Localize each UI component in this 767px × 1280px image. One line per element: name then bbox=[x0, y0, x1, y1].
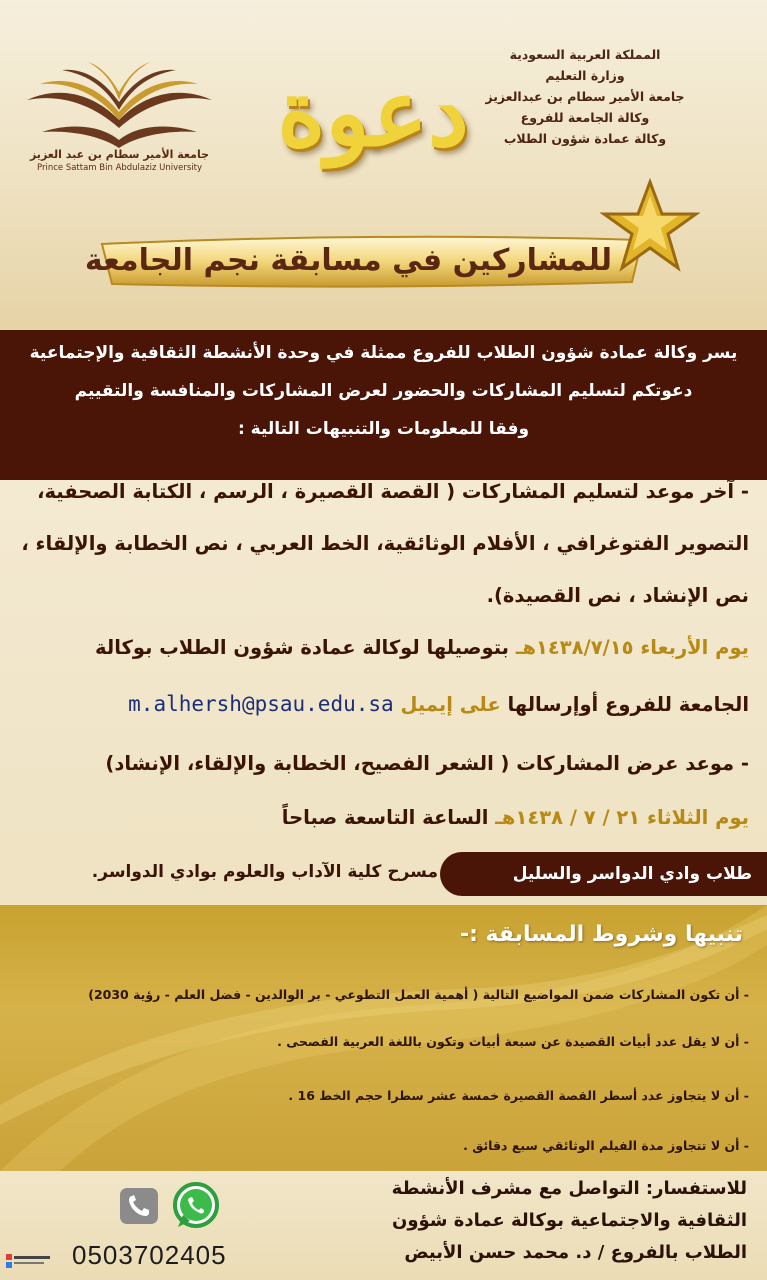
show-date-line bbox=[282, 806, 749, 829]
organization-header bbox=[455, 44, 715, 149]
email-label: على إيميل bbox=[400, 693, 501, 716]
conditions-title: تنبيها وشروط المسابقة :- bbox=[459, 922, 743, 947]
org-line: جامعة الأمير سطام بن عبدالعزيز bbox=[485, 89, 685, 104]
intro-line: يسر وكالة عمادة شؤون الطلاب للفروع ممثلة في وحدة الأنشطة الثقافية والإجتماعية bbox=[29, 343, 738, 363]
details-line: - موعد عرض المشاركات ( الشعر الفصيح، الخطابة والإلقاء، الإنشاد) bbox=[105, 752, 749, 775]
deadline-text: بتوصيلها لوكالة عمادة شؤون الطلاب بوكالة bbox=[95, 636, 509, 659]
org-line: وكالة عمادة شؤون الطلاب bbox=[503, 131, 667, 146]
contact-line: الطلاب بالفروع / د. محمد حسن الأبيض bbox=[404, 1242, 747, 1263]
phone-icon[interactable] bbox=[120, 1188, 158, 1224]
venue-tab-label: طلاب وادي الدواسر والسليل bbox=[512, 864, 752, 884]
show-date: يوم الثلاثاء ٢١ / ٧ / ١٤٣٨هـ bbox=[495, 806, 749, 829]
whatsapp-icon[interactable] bbox=[170, 1180, 222, 1232]
condition-item: - أن لا يتجاوز عدد أسطر القصة القصيرة خمسة عشر سطرا حجم الخط 16 . bbox=[288, 1088, 749, 1103]
details-line: نص الإنشاد ، نص القصيدة). bbox=[486, 584, 749, 607]
org-line: وكالة الجامعة للفروع bbox=[520, 110, 650, 125]
condition-item: - أن لا تتجاوز مدة الفيلم الوثائقي سبع دقائق . bbox=[463, 1138, 749, 1153]
details-line: التصوير الفتوغرافي ، الأفلام الوثائقية، الخط العربي ، نص الخطابة والإلقاء ، bbox=[21, 532, 749, 555]
email-line bbox=[128, 692, 749, 716]
details-line: - آخر موعد لتسليم المشاركات ( القصة القصيرة ، الرسم ، الكتابة الصحفية، bbox=[37, 480, 749, 503]
designer-logo-icon bbox=[6, 1250, 52, 1272]
show-time: الساعة التاسعة صباحاً bbox=[281, 806, 489, 829]
deadline-date: يوم الأربعاء ١٤٣٨/٧/١٥هـ bbox=[515, 636, 749, 659]
email-line-text: الجامعة للفروع أوإرسالها bbox=[507, 693, 749, 716]
contact-line: للاستفسار: التواصل مع مشرف الأنشطة bbox=[391, 1178, 747, 1199]
phone-glyph bbox=[120, 1188, 158, 1224]
org-line: المملكة العربية السعودية bbox=[509, 47, 661, 62]
intro-line: دعوتكم لتسليم المشاركات والحضور لعرض المشاركات والمنافسة والتقييم bbox=[74, 381, 693, 401]
logo-english-name: Prince Sattam Bin Abdulaziz University bbox=[37, 163, 202, 173]
intro-line: وفقا للمعلومات والتنبيهات التالية : bbox=[237, 419, 530, 439]
logo-arabic-name: جامعة الأمير سطام بن عبد العزيز bbox=[29, 148, 210, 161]
venue-location: مسرح كلية الآداب والعلوم بوادي الدواسر. bbox=[91, 862, 438, 882]
contact-line: الثقافية والاجتماعية بوكالة عمادة شؤون bbox=[391, 1210, 747, 1231]
deadline-line bbox=[95, 636, 749, 659]
intro-band bbox=[0, 330, 767, 480]
email-link[interactable]: m.alhersh@psau.edu.sa bbox=[128, 692, 394, 716]
condition-item: - أن لا يقل عدد أبيات القصيدة عن سبعة أبيات وتكون باللغة العربية الفصحى . bbox=[277, 1034, 749, 1049]
phone-number[interactable]: 0503702405 bbox=[72, 1240, 227, 1270]
star-icon bbox=[600, 176, 700, 276]
condition-item: - أن تكون المشاركات ضمن المواضيع التالية ( أهمية العمل التطوعي - بر الوالدين - فضل العلم - رؤية 2030) bbox=[88, 987, 749, 1002]
invitation-title: دعوة bbox=[277, 59, 469, 167]
ribbon-title: للمشاركين في مسابقة نجم الجامعة bbox=[84, 243, 612, 278]
org-line: وزارة التعليم bbox=[545, 68, 625, 83]
